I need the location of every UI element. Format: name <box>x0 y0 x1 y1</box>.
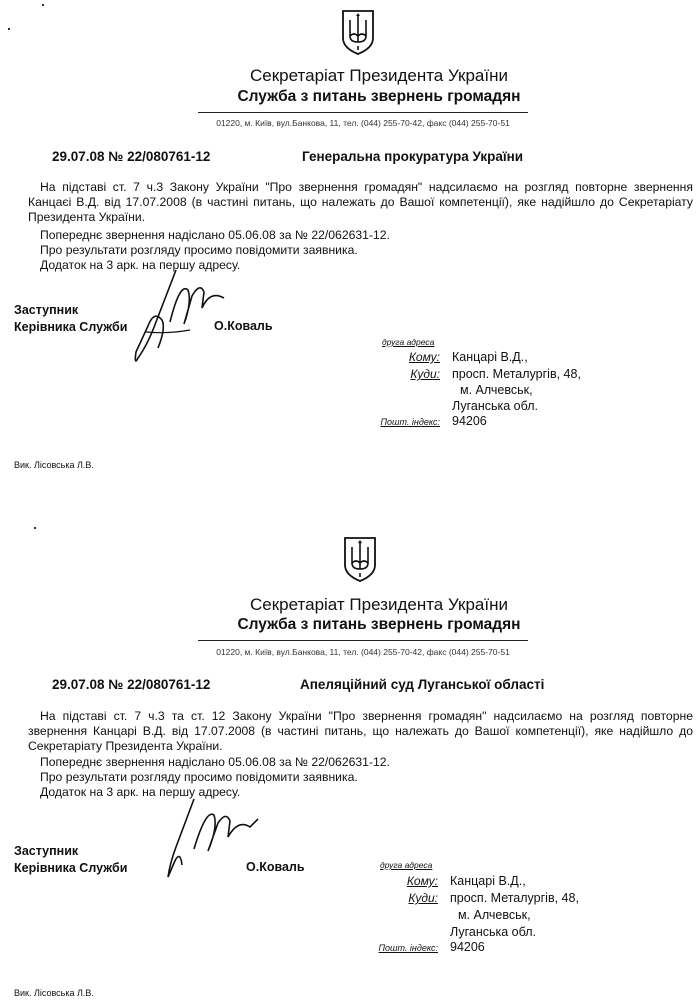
signature-icon <box>118 262 228 372</box>
header-divider <box>198 640 528 641</box>
signer-title <box>14 843 127 877</box>
where-line-3: Луганська обл. <box>452 399 538 413</box>
signer-title-line-2: Керівника Служби <box>14 320 128 334</box>
trident-emblem-icon <box>340 8 376 56</box>
to-label: Кому: <box>408 350 440 364</box>
institution-title: Секретаріат Президента України <box>250 595 508 614</box>
where-label: Куди: <box>410 367 440 381</box>
second-address-block <box>368 860 608 970</box>
where-line-2: м. Алчевськ, <box>458 908 531 922</box>
postcode-label: Пошт. індекс: <box>380 417 440 427</box>
scan-speck <box>42 4 44 6</box>
header-divider <box>198 112 528 113</box>
previous-appeal-note: Попереднє звернення надіслано 05.06.08 за № 22/062631-12. <box>40 228 390 242</box>
signer-name: О.Коваль <box>214 319 273 333</box>
recipient: Генеральна прокуратура України <box>302 149 524 164</box>
where-line-2: м. Алчевськ, <box>460 383 533 397</box>
to-label: Кому: <box>406 874 438 888</box>
postcode-value: 94206 <box>450 940 485 954</box>
letter-1 <box>0 0 698 500</box>
service-title: Служба з питань звернень громадян <box>237 616 521 633</box>
previous-appeal-note: Попереднє звернення надіслано 05.06.08 за № 22/062631-12. <box>40 755 390 769</box>
signer-name: О.Коваль <box>246 860 305 874</box>
header-address: 01220, м. Київ, вул.Банкова, 11, тел. (044) 255-70-42, факс (044) 255-70-51 <box>216 647 510 657</box>
letter-2 <box>0 505 698 1005</box>
second-address-block <box>370 337 610 447</box>
where-line-1: просп. Металургів, 48, <box>450 891 579 905</box>
attachment-note: Додаток на 3 арк. на першу адресу. <box>40 258 241 272</box>
signer-title-line-1: Заступник <box>14 303 79 317</box>
results-note: Про результати розгляду просимо повідомити заявника. <box>40 770 358 784</box>
where-label: Куди: <box>408 891 438 905</box>
second-address-caption: друга адреса <box>380 860 433 870</box>
scan-speck <box>34 527 36 529</box>
signer-title-line-2: Керівника Служби <box>14 861 128 875</box>
to-value: Канцарі В.Д., <box>452 350 528 364</box>
service-title: Служба з питань звернень громадян <box>237 88 521 105</box>
to-value: Канцарі В.Д., <box>450 874 526 888</box>
trident-emblem-icon <box>342 535 378 583</box>
attachment-note: Додаток на 3 арк. на першу адресу. <box>40 785 241 799</box>
signer-title <box>14 302 127 336</box>
header-address: 01220, м. Київ, вул.Банкова, 11, тел. (044) 255-70-42, факс (044) 255-70-51 <box>216 118 510 128</box>
scan-speck <box>8 28 10 30</box>
executor: Вик. Лісовська Л.В. <box>14 460 94 470</box>
reference-number: 29.07.08 № 22/080761-12 <box>52 677 211 692</box>
executor: Вик. Лісовська Л.В. <box>14 988 94 998</box>
postcode-value: 94206 <box>452 414 487 428</box>
recipient: Апеляційний суд Луганської області <box>300 677 545 692</box>
body-text: На підставі ст. 7 ч.3 Закону України "Про звернення громадян" надсилаємо на розгляд повторне звернення Канцаєі В.Д. від 17.07.2008 (в частині питань, що належать до Вашої компетенції), яке надійшло до Секретаріату Президента України. <box>28 180 693 224</box>
postcode-label: Пошт. індекс: <box>378 943 438 953</box>
second-address-caption: друга адреса <box>382 337 435 347</box>
institution-title: Секретаріат Президента України <box>250 66 508 85</box>
body-text: На підставі ст. 7 ч.3 та ст. 12 Закону України "Про звернення громадян" надсилаємо на розгляд повторне звернення Канцарі В.Д. від 17.07.2008 (в частині питань, що належать до Вашої компетенції), яке надійшло до Секретаріату Президента України. <box>28 709 693 753</box>
reference-number: 29.07.08 № 22/080761-12 <box>52 149 211 164</box>
signature-icon <box>150 793 260 893</box>
results-note: Про результати розгляду просимо повідомити заявника. <box>40 243 358 257</box>
where-line-1: просп. Металургів, 48, <box>452 367 581 381</box>
signer-title-line-1: Заступник <box>14 844 79 858</box>
where-line-3: Луганська обл. <box>450 925 536 939</box>
